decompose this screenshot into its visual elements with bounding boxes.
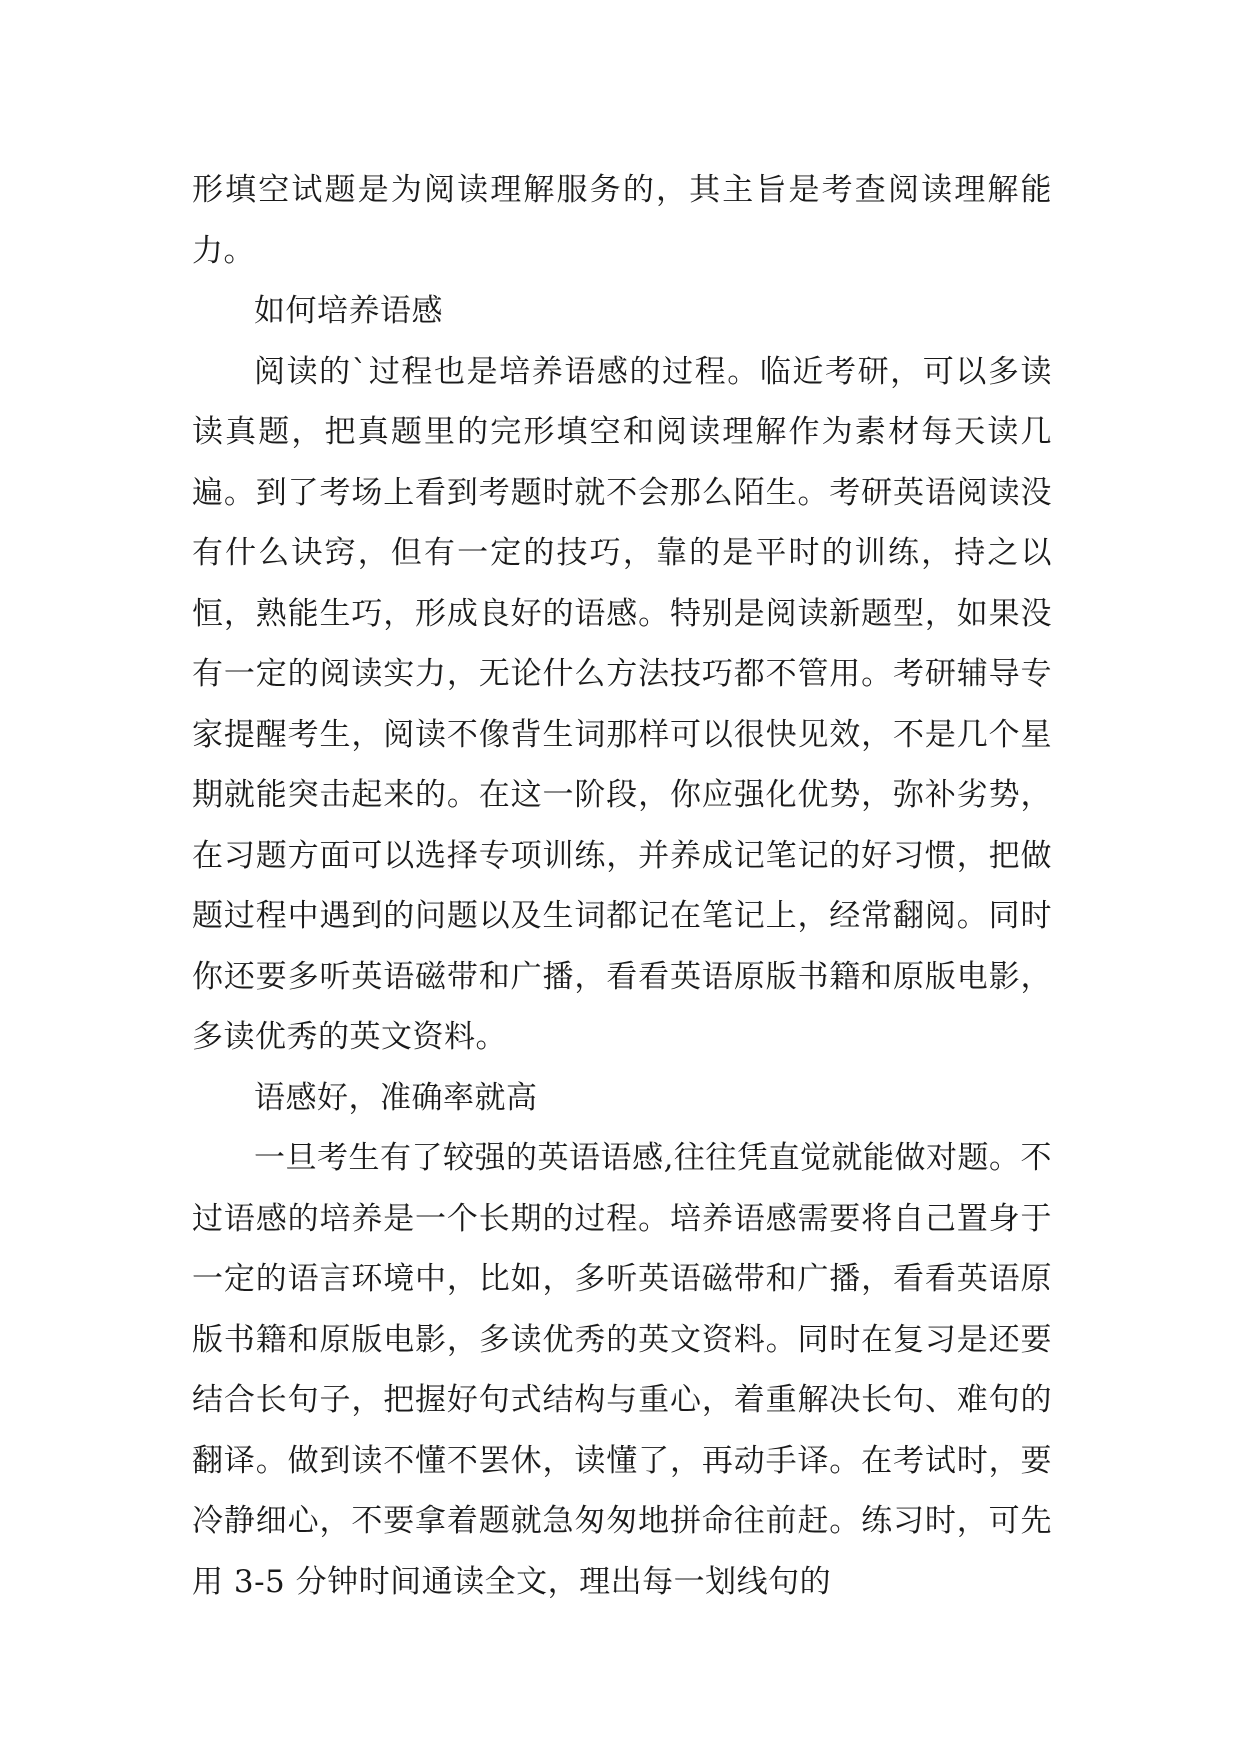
section-heading-accuracy: 语感好，准确率就高 [254, 1079, 538, 1116]
paragraph-reading-process: 阅读的`过程也是培养语感的过程。临近考研，可以多读读真题，把真题里的完形填空和阅读理解作为素材每天读几遍。到了考场上看到考题时就不会那么陌生。考研英语阅读没有什么诀窍，但有一定的技巧，靠的是平时的训练，持之以恒，熟能生巧，形成良好的语感。特别是阅读新题型，如果没有一定的阅读实力，无论什么方法技巧都不管用。考研辅导专家提醒考生，阅读不像背生词那样可以很快见效，不是几个星期就能突击起来的。在这一阶段，你应强化优势，弥补劣势，在习题方面可以选择专项训练，并养成记笔记的好习惯，把做题过程中遇到的问题以及生词都记在笔记上，经常翻阅。同时你还要多听英语磁带和广播，看看英语原版书籍和原版电影，多读优秀的英文资料。 [192, 353, 1052, 1055]
document-body [192, 160, 1052, 1612]
section-heading-cultivate-sense: 如何培养语感 [254, 293, 443, 329]
paragraph-intro: 形填空试题是为阅读理解服务的，其主旨是考查阅读理解能力。 [192, 172, 1052, 269]
paragraph-language-sense: 一旦考生有了较强的英语语感,往往凭直觉就能做对题。不过语感的培养是一个长期的过程。培养语感需要将自己置身于一定的语言环境中，比如，多听英语磁带和广播，看看英语原版书籍和原版电影，多读优秀的英文资料。同时在复习是还要结合长句子，把握好句式结构与重心，着重解决长句、难句的翻译。做到读不懂不罢休，读懂了，再动手译。在考试时，要冷静细心，不要拿着题就急匆匆地拼命往前赶。练习时，可先用 3-5 分钟时间通读全文，理出每一划线句的 [192, 1140, 1052, 1600]
